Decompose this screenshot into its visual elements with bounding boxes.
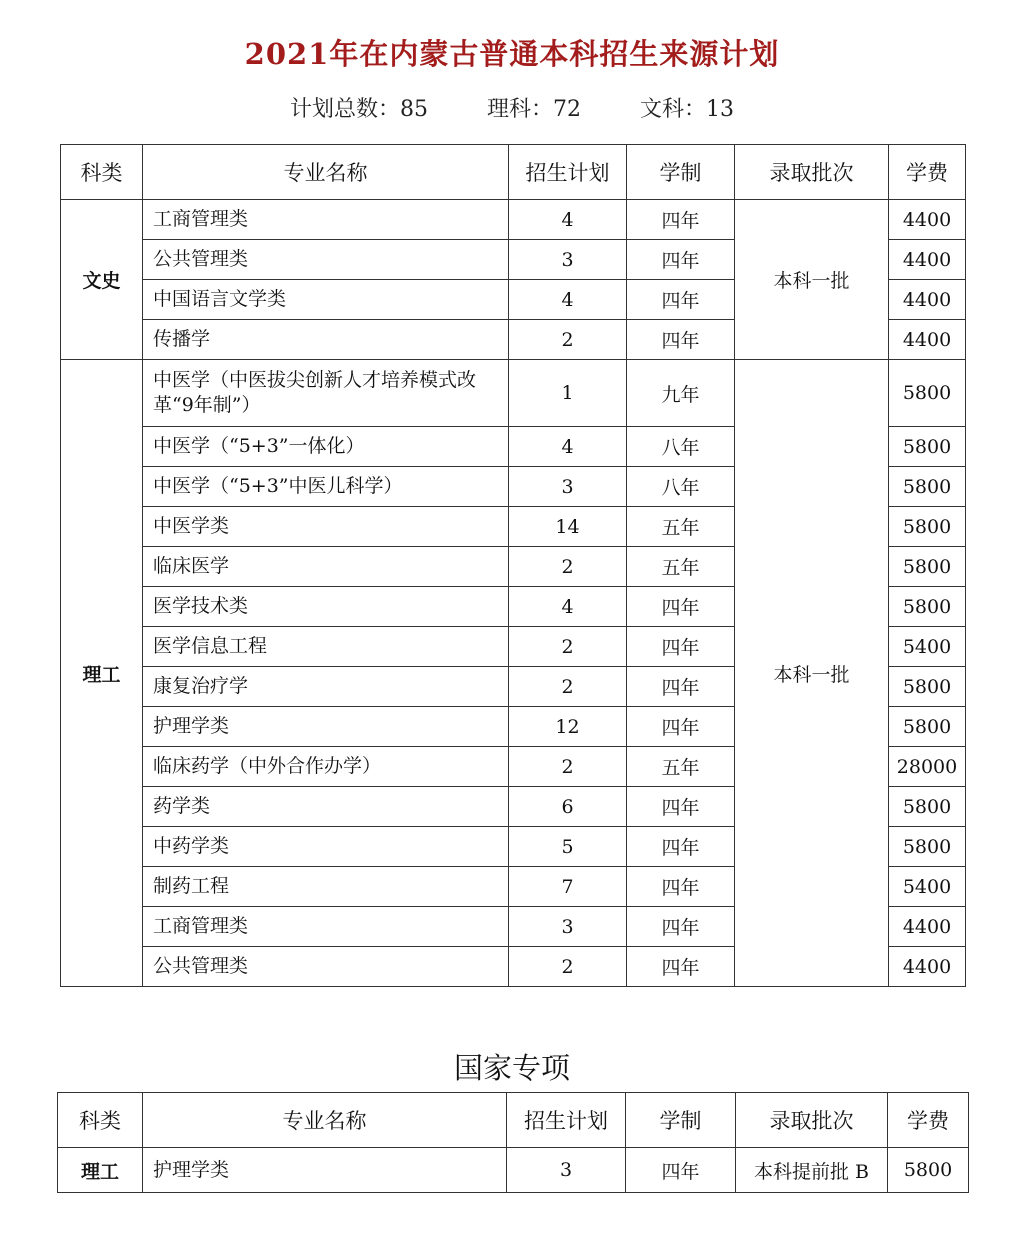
plan-summary [0, 92, 1024, 123]
cell-major: 公共管理类 [143, 240, 509, 280]
cell-fee: 5800 [889, 827, 966, 867]
cell-batch: 本科一批 [735, 360, 889, 987]
cell-fee: 5800 [889, 667, 966, 707]
cell-category: 理工 [58, 1148, 143, 1193]
cell-plan: 4 [509, 587, 627, 627]
cell-fee: 4400 [889, 240, 966, 280]
special-header-category: 科类 [58, 1093, 143, 1148]
cell-plan: 4 [509, 427, 627, 467]
table-body [61, 200, 966, 987]
special-program-table [57, 1092, 969, 1193]
header-duration: 学制 [627, 145, 735, 200]
cell-fee: 4400 [889, 947, 966, 987]
cell-plan: 3 [509, 467, 627, 507]
cell-duration: 四年 [627, 867, 735, 907]
cell-duration: 四年 [627, 827, 735, 867]
cell-plan: 2 [509, 667, 627, 707]
cell-plan: 7 [509, 867, 627, 907]
cell-major: 工商管理类 [143, 200, 509, 240]
header-batch: 录取批次 [735, 145, 889, 200]
summary-science: 理科：72 [487, 97, 581, 122]
header-category: 科类 [61, 145, 143, 200]
cell-fee: 5800 [889, 427, 966, 467]
summary-total: 计划总数：85 [290, 97, 428, 122]
cell-major: 药学类 [143, 787, 509, 827]
cell-duration: 四年 [627, 240, 735, 280]
cell-major: 医学技术类 [143, 587, 509, 627]
cell-fee: 5800 [889, 707, 966, 747]
cell-major: 康复治疗学 [143, 667, 509, 707]
special-header-fee: 学费 [888, 1093, 969, 1148]
cell-duration: 四年 [627, 707, 735, 747]
cell-duration: 四年 [627, 907, 735, 947]
cell-major: 临床医学 [143, 547, 509, 587]
cell-plan: 1 [509, 360, 627, 427]
cell-category: 理工 [61, 360, 143, 987]
cell-fee: 4400 [889, 320, 966, 360]
cell-plan: 14 [509, 507, 627, 547]
cell-plan: 2 [509, 320, 627, 360]
cell-duration: 五年 [627, 747, 735, 787]
cell-major: 临床药学（中外合作办学） [143, 747, 509, 787]
cell-plan: 6 [509, 787, 627, 827]
table-row [61, 360, 966, 427]
cell-fee: 5400 [889, 867, 966, 907]
cell-plan: 3 [509, 240, 627, 280]
cell-duration: 四年 [627, 787, 735, 827]
cell-duration: 四年 [627, 627, 735, 667]
cell-batch: 本科提前批 B [736, 1148, 888, 1193]
cell-major: 中医学类 [143, 507, 509, 547]
cell-duration: 八年 [627, 467, 735, 507]
cell-fee: 5800 [889, 507, 966, 547]
cell-fee: 4400 [889, 907, 966, 947]
special-header-row [58, 1093, 969, 1148]
cell-major: 中医学（中医拔尖创新人才培养模式改革“9年制”） [143, 360, 509, 427]
summary-arts: 文科：13 [640, 97, 734, 122]
table-row [58, 1148, 969, 1193]
cell-fee: 28000 [889, 747, 966, 787]
cell-major: 中医学（“5+3”一体化） [143, 427, 509, 467]
cell-major: 中医学（“5+3”中医儿科学） [143, 467, 509, 507]
cell-plan: 5 [509, 827, 627, 867]
cell-duration: 四年 [627, 320, 735, 360]
cell-duration: 四年 [626, 1148, 736, 1193]
cell-fee: 5800 [889, 467, 966, 507]
cell-major: 制药工程 [143, 867, 509, 907]
cell-fee: 5800 [889, 360, 966, 427]
cell-plan: 2 [509, 947, 627, 987]
cell-duration: 五年 [627, 507, 735, 547]
special-header-major: 专业名称 [143, 1093, 507, 1148]
cell-major: 护理学类 [143, 707, 509, 747]
cell-category: 文史 [61, 200, 143, 360]
header-fee: 学费 [889, 145, 966, 200]
cell-fee: 5800 [889, 547, 966, 587]
special-program-title: 国家专项 [453, 1051, 570, 1085]
cell-plan: 4 [509, 200, 627, 240]
cell-batch: 本科一批 [735, 200, 889, 360]
cell-fee: 5800 [889, 587, 966, 627]
cell-duration: 四年 [627, 947, 735, 987]
header-plan: 招生计划 [509, 145, 627, 200]
cell-duration: 四年 [627, 587, 735, 627]
cell-duration: 八年 [627, 427, 735, 467]
special-header-batch: 录取批次 [736, 1093, 888, 1148]
cell-plan: 12 [509, 707, 627, 747]
cell-plan: 3 [509, 907, 627, 947]
header-major: 专业名称 [143, 145, 509, 200]
cell-major: 医学信息工程 [143, 627, 509, 667]
cell-major: 传播学 [143, 320, 509, 360]
cell-fee: 5400 [889, 627, 966, 667]
special-header-duration: 学制 [626, 1093, 736, 1148]
enrollment-plan-table [60, 144, 966, 987]
cell-fee: 4400 [889, 280, 966, 320]
cell-plan: 2 [509, 747, 627, 787]
cell-major: 公共管理类 [143, 947, 509, 987]
cell-plan: 2 [509, 627, 627, 667]
cell-plan: 3 [507, 1148, 626, 1193]
cell-major: 护理学类 [143, 1148, 507, 1193]
special-header-plan: 招生计划 [507, 1093, 626, 1148]
cell-fee: 5800 [889, 787, 966, 827]
cell-major: 中药学类 [143, 827, 509, 867]
cell-duration: 五年 [627, 547, 735, 587]
cell-duration: 九年 [627, 360, 735, 427]
cell-plan: 4 [509, 280, 627, 320]
cell-duration: 四年 [627, 200, 735, 240]
table-header-row [61, 145, 966, 200]
page-title: 2021年在内蒙古普通本科招生来源计划 [244, 37, 780, 71]
table-row [61, 200, 966, 240]
cell-fee: 5800 [888, 1148, 969, 1193]
cell-fee: 4400 [889, 200, 966, 240]
cell-major: 中国语言文学类 [143, 280, 509, 320]
cell-duration: 四年 [627, 280, 735, 320]
cell-major: 工商管理类 [143, 907, 509, 947]
cell-plan: 2 [509, 547, 627, 587]
cell-duration: 四年 [627, 667, 735, 707]
